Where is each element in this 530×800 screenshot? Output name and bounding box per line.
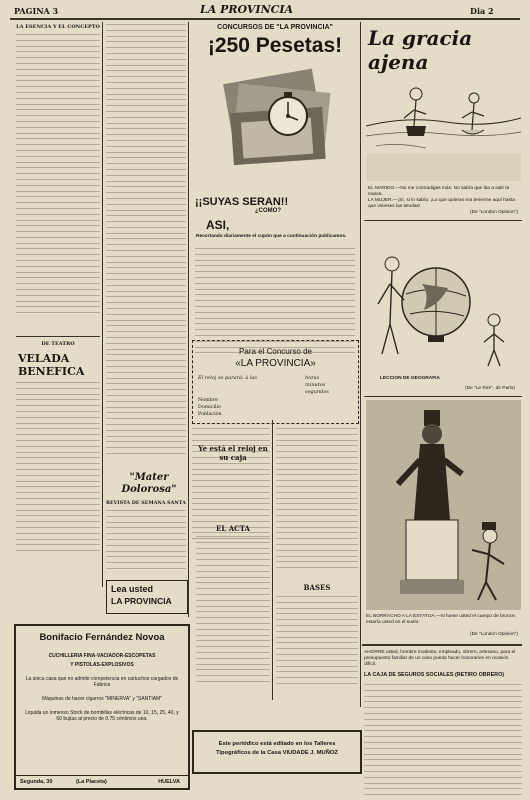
coupon-domicilio[interactable]: Domicilio xyxy=(198,405,221,410)
mater-title: "Mater Dolorosa" xyxy=(121,472,177,495)
ad-name: Bonifacio Fernández Novoa xyxy=(39,632,165,643)
column-rule xyxy=(188,22,189,617)
lea-usted-label: Lea usted xyxy=(111,584,154,594)
teatro-section: DE TEATRO xyxy=(41,341,75,347)
article-text-block xyxy=(106,24,186,459)
lea-usted-paper: LA PROVINCIA xyxy=(111,596,172,606)
humor-caption-2: LECCION DE GEOGRAFIA xyxy=(380,376,440,381)
ad-address-right: HUELVA xyxy=(158,779,180,785)
coupon-segundos[interactable]: segundos xyxy=(305,389,329,395)
ad-line3: La única casa que no admite competencia en cartuchos cargados de Fábrica xyxy=(25,676,179,688)
column-rule xyxy=(102,22,103,587)
humor-caption-3: EL BORRACHO A LA ESTATUA.—Si fuese usted el cuerpo de bronce, estaría usted en el suelo. xyxy=(366,614,517,625)
beach-cartoon xyxy=(366,56,521,181)
talleres-line1: Este periódico está editado en los Talleres xyxy=(218,741,336,747)
article-text-block xyxy=(196,536,270,687)
contest-asi: ASI, xyxy=(206,218,230,232)
humor-credit-1: (De "London Opinion") xyxy=(470,210,518,215)
page-label: PAGINA 3 xyxy=(14,6,59,16)
caja-title: LA CAJA DE SEGUROS SOCIALES (RETIRO OBRERO) xyxy=(364,672,505,678)
page-date: Dia 2 xyxy=(470,6,494,16)
column-rule xyxy=(360,22,361,707)
article-text-block xyxy=(16,34,100,318)
column-rule xyxy=(272,420,273,700)
section-rule xyxy=(362,644,522,646)
humor-credit-2: (De "Le Rire", de París) xyxy=(465,386,516,391)
revista-section: REVISTA DE SEMANA SANTA xyxy=(106,500,186,506)
contest-kicker: CONCURSOS DE "LA PROVINCIA" xyxy=(217,24,333,31)
masthead: LA PROVINCIA xyxy=(200,3,294,16)
coupon-horas[interactable]: horas xyxy=(305,375,320,381)
statue-cartoon xyxy=(366,400,521,610)
coupon-title: Para el Concurso de xyxy=(239,347,312,356)
section-rule xyxy=(364,396,522,397)
humor-title: La gracia ajena xyxy=(368,26,473,74)
ad-line5: Liquida un inmenso Stock de bombillas eléctricas de 10, 15, 25, 40, y 60 bujías al precio de 0.75 céntimos una. xyxy=(25,710,179,722)
section-rule xyxy=(364,220,522,221)
contest-prize: ¡250 Pesetas! xyxy=(207,34,343,57)
coupon-minutos[interactable]: minutos xyxy=(305,382,326,388)
ad-line2: Y PISTOLAS-EXPLOSIVOS xyxy=(70,662,134,668)
coupon-nombre[interactable]: Nombre xyxy=(198,398,218,403)
contest-como: ¿COMO? xyxy=(255,208,281,214)
ad-address-mid: (La Placeta) xyxy=(76,779,107,785)
humor-caption-1b: LA MUJER.—¡Sí, si lo sabía. ¡Lo que quieras era tenerme aquí hasta que vinieses las tiendas! xyxy=(368,198,515,209)
ad-address-left: Segunda, 30 xyxy=(20,779,53,785)
geography-cartoon xyxy=(366,224,521,374)
banknotes-and-watch-image xyxy=(222,62,337,177)
article-text-block xyxy=(276,428,358,573)
ad-line4: Máquinas de hacer cigarros "MINERVA" y "SANTIAM" xyxy=(41,696,162,702)
section-rule xyxy=(16,336,100,337)
article-text-block xyxy=(276,596,358,689)
article-text-block xyxy=(106,510,186,574)
acta-title: EL ACTA xyxy=(216,524,250,533)
abogado-text: AHORRE usted, hombre modesto, empleado, obrero, artesano, para el presupuesto familiar de un caso pueda hacer honorarios en ocasión difícil. xyxy=(364,650,516,667)
advertisement xyxy=(14,624,190,790)
coupon-poblacion[interactable]: Población xyxy=(198,412,222,417)
article-text-block xyxy=(364,684,522,800)
header-rule xyxy=(10,18,520,20)
velada-title: VELADA BENEFICA xyxy=(18,352,85,378)
article-text-block xyxy=(16,382,100,556)
bases-title: BASES xyxy=(303,583,331,592)
talleres-box xyxy=(192,730,362,774)
ad-line1: CUCHILLERIA FINA-VACIADOR-ESCOPETAS xyxy=(48,653,156,659)
contest-suyas: ¡¡SUYAS SERAN!! xyxy=(195,196,289,208)
coupon-paper: «LA PROVINCIA» xyxy=(235,358,316,369)
contest-instruction: Recortando diariamente el cupón que a continuación publicamos. xyxy=(196,234,347,239)
humor-caption-1: EL MARIDO.—No me contradigas más. No sabía que iba a salir la marea. xyxy=(368,186,510,197)
coupon-clock-label: El reloj se parará: á las xyxy=(198,375,257,381)
reloj-title: Ye está el reloj en su caja xyxy=(198,444,268,462)
coupon xyxy=(192,340,359,424)
lea-usted-box xyxy=(106,580,188,614)
ad-address-bar xyxy=(16,775,188,788)
esencia-title: LA ESENCIA Y EL CONCEPTO xyxy=(16,24,100,30)
humor-credit-3: (De "London Opinion") xyxy=(470,632,518,637)
talleres-line2: Tipográficos de la Casa VIUDADE J. MUÑOZ xyxy=(216,750,338,756)
